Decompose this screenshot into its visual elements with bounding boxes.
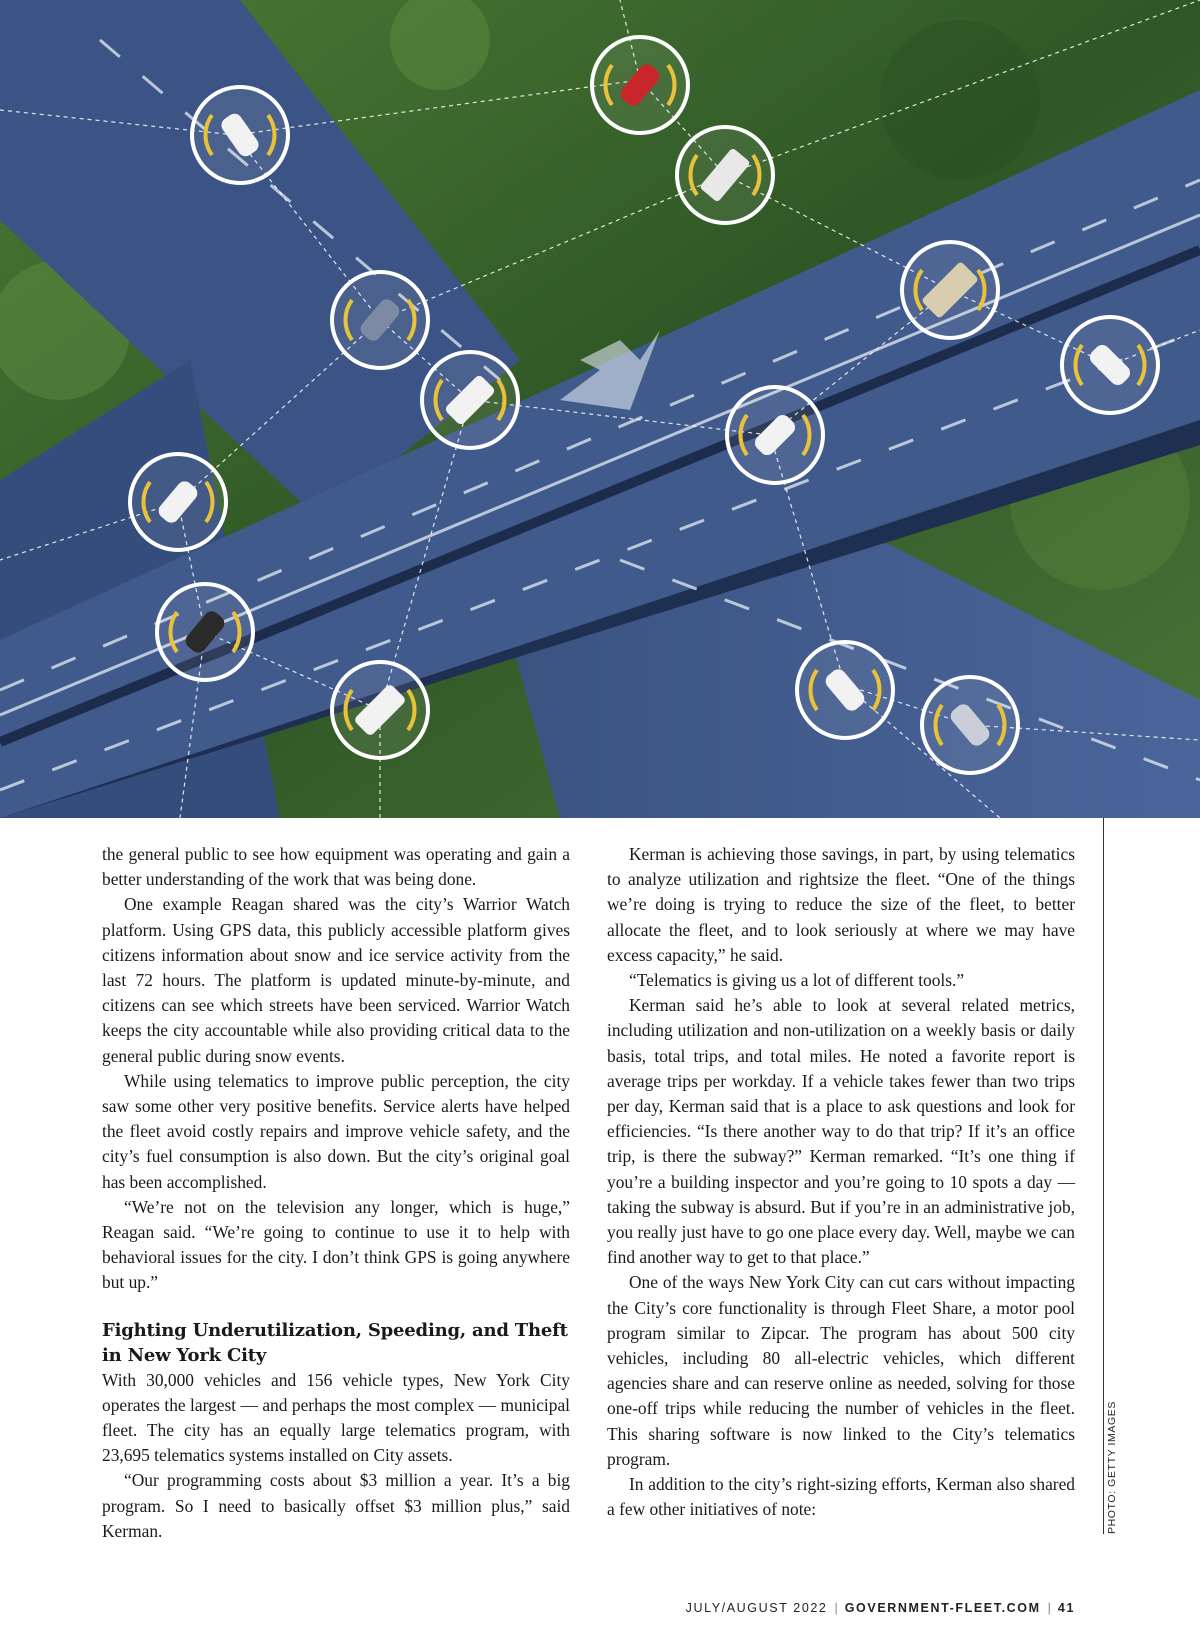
paragraph: With 30,000 vehicles and 156 vehicle types, New York City operates the largest — and perhaps the most complex — municipal fleet. The city has an equally large telematics program, with 23,695 telematics systems installed on City assets. [102, 1369, 570, 1466]
photo-credit: PHOTO: GETTY IMAGES [1106, 1401, 1118, 1534]
paragraph: In addition to the city’s right-sizing efforts, Kerman also shared a few other initiatives of note: [607, 1474, 1075, 1520]
vehicle-node [677, 127, 773, 223]
vehicle-node [1062, 317, 1158, 413]
paragraph: While using telematics to improve public perception, the city saw some other very positive benefits. Service alerts have helped the fleet avoid costly repairs and improve vehicle safety, and the city’s fuel consumption is also down. But the city’s original goal has been accomplished. [102, 1070, 570, 1192]
vehicle-node [727, 387, 823, 483]
footer-separator: | [834, 1601, 838, 1615]
paragraph: One example Reagan shared was the city’s Warrior Watch platform. Using GPS data, this publicly accessible platform gives citizens information about snow and ice service activity from the last 72 hours. The platform is updated minute-by-minute, and citizens can see which streets have been serviced. Warrior Watch keeps the city accountable while also providing critical data to the general public during snow events. [102, 894, 570, 1066]
paragraph: One of the ways New York City can cut cars without impacting the City’s core functionality is through Fleet Share, a motor pool program similar to Zipcar. The program has about 500 city vehicles, including 80 all-electric vehicles, which different agencies share and can reserve online as needed, solving for those one-off trips while reducing the number of vehicles in the fleet. This sharing software is now linked to the City’s telematics program. [607, 1272, 1075, 1469]
paragraph: “We’re not on the television any longer, which is huge,” Reagan said. “We’re going to continue to use it to help with behavioral issues for the city. I don’t think GPS is going anywhere but up.” [102, 1196, 570, 1293]
vehicle-node [422, 352, 518, 448]
credit-divider [1103, 818, 1104, 1534]
vehicle-node [157, 584, 253, 680]
page-number: 41 [1057, 1601, 1075, 1615]
vehicle-node [922, 677, 1018, 773]
vehicle-node [592, 37, 688, 133]
paragraph: the general public to see how equipment was operating and gain a better understanding of the work that was being done. [102, 844, 570, 890]
paragraph: “Our programming costs about $3 million a year. It’s a big program. So I need to basically offset $3 million plus,” said Kerman. [102, 1470, 570, 1541]
paragraph: “Telematics is giving us a lot of different tools.” [629, 970, 965, 991]
footer-separator: | [1047, 1601, 1051, 1615]
left-article-column [102, 842, 570, 1544]
vehicle-node [332, 272, 428, 368]
vehicle-node [332, 662, 428, 758]
vehicle-node [797, 642, 893, 738]
paragraph: Kerman said he’s able to look at several related metrics, including utilization and non-utilization on a weekly basis or daily basis, total trips, and total miles. He noted a favorite report is average trips per workday. If a vehicle takes fewer than two trips per day, Kerman said that is a place to ask questions and look for efficiencies. “Is there another way to do that trip? If it’s an office trip, is there the subway?” Kerman remarked. “It’s one thing if you’re a building inspector and you’re going to 10 spots a day — taking the subway is absurd. But if you’re in an administrative job, you really just have to go one place every day. Well, maybe we can find another way to get to that place.” [607, 995, 1075, 1268]
vehicle-node [130, 454, 226, 550]
issue-date: JULY/AUGUST 2022 [685, 1601, 828, 1615]
section-heading: Fighting Underutilization, Speeding, and Theft in New York City [102, 1319, 568, 1366]
highway-telematics-photo [0, 0, 1200, 818]
publication-url: GOVERNMENT-FLEET.COM [844, 1601, 1041, 1615]
paragraph: Kerman is achieving those savings, in part, by using telematics to analyze utilization and rightsize the fleet. “One of the things we’re doing is trying to reduce the size of the fleet, to better allocate the fleet, and to look seriously at where we may have excess capacity,” he said. [607, 844, 1075, 965]
vehicle-node [902, 242, 998, 338]
page-footer [686, 1601, 1075, 1615]
vehicle-node [192, 87, 288, 183]
right-article-column [607, 842, 1075, 1522]
